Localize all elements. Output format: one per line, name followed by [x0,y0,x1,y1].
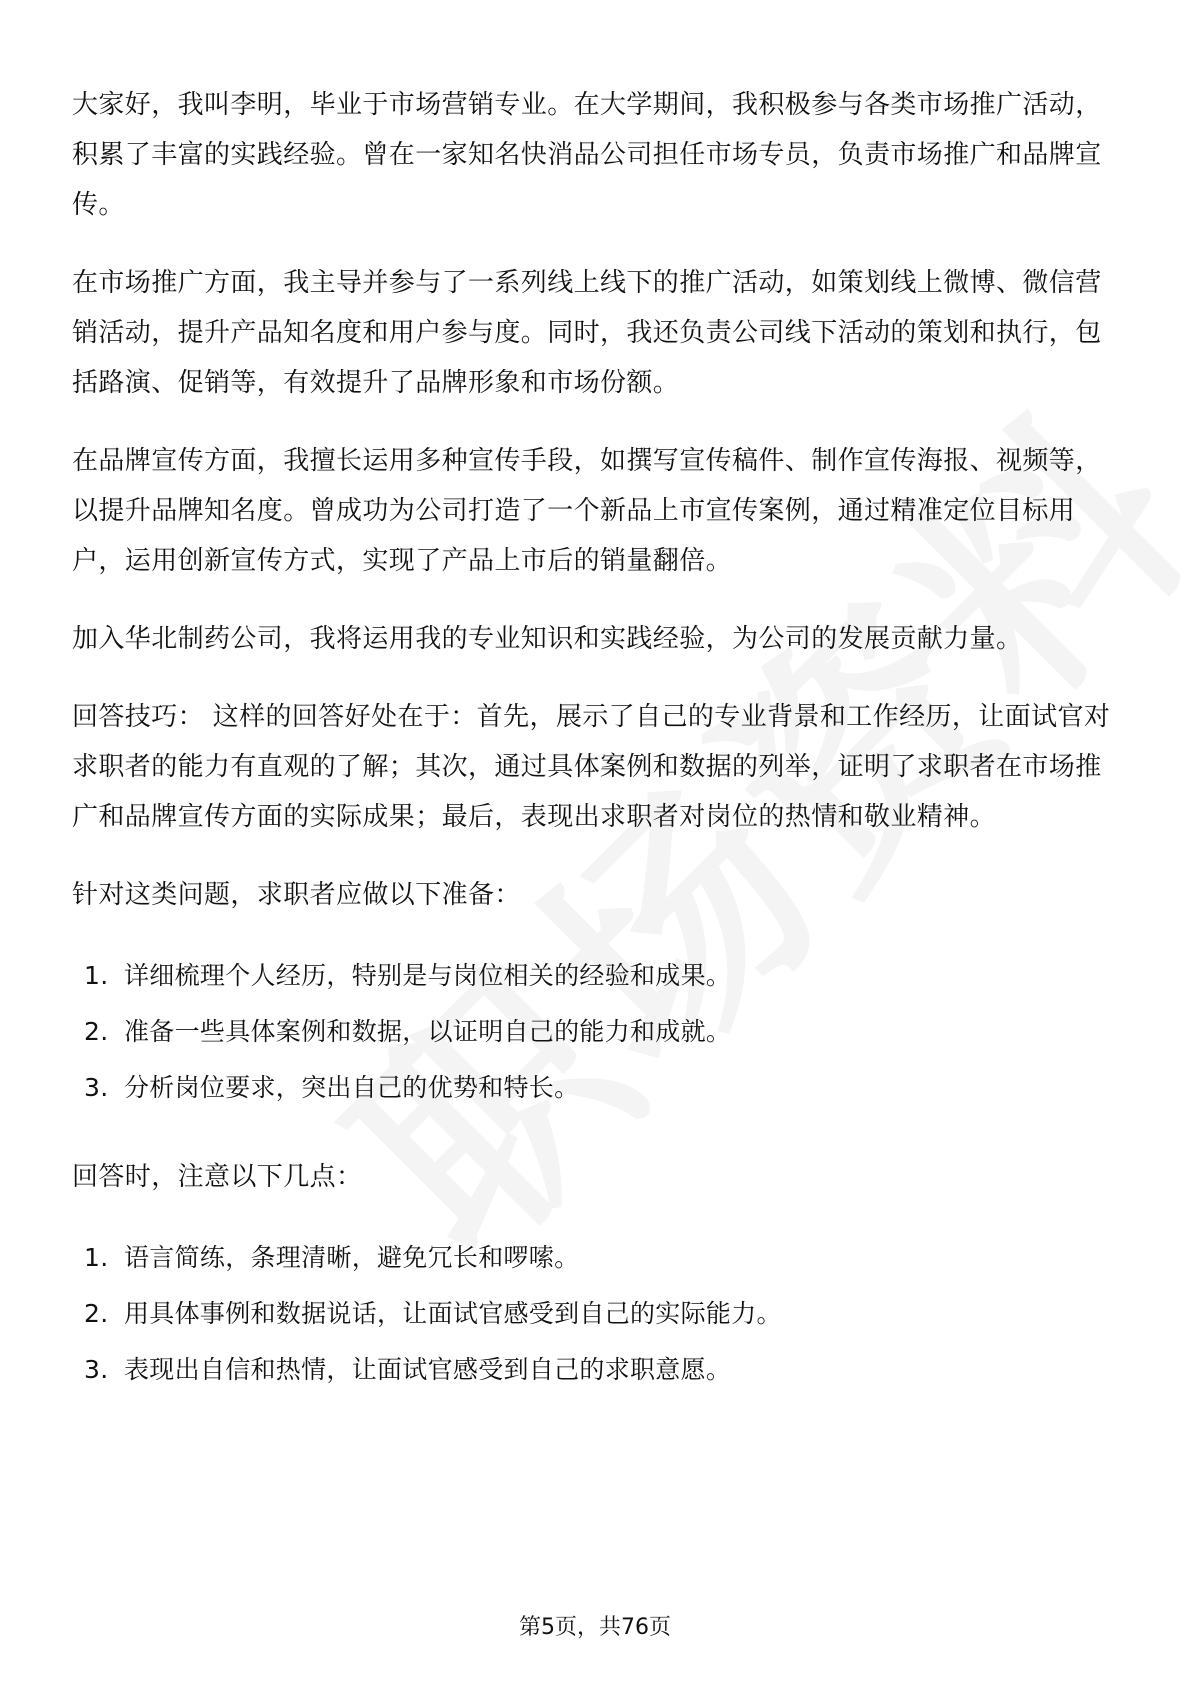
list-item [72,1060,1122,1116]
marketing-paragraph: 在市场推广方面，我主导并参与了一系列线上线下的推广活动，如策划线上微博、微信营销活动，提升产品知名度和用户参与度。同时，我还负责公司线下活动的策划和执行，包括路演、促销等，有效提升了品牌形象和市场份额。 [72,268,1102,398]
list-number: 2. [84,1017,109,1046]
list-item [72,1342,1122,1398]
tips-paragraph: 回答技巧： 这样的回答好处在于：首先，展示了自己的专业背景和工作经历，让面试官对求职者的能力有直观的了解；其次，通过具体案例和数据的列举，证明了求职者在市场推广和品牌宣传方面的实际成果；最后，表现出求职者对岗位的热情和敬业精神。 [72,702,1111,832]
intro-paragraph: 大家好，我叫李明，毕业于市场营销专业。在大学期间，我积极参与各类市场推广活动，积累了丰富的实践经验。曾在一家知名快消品公司担任市场专员，负责市场推广和品牌宣传。 [72,90,1102,220]
branding-paragraph: 在品牌宣传方面，我擅长运用多种宣传手段，如撰写宣传稿件、制作宣传海报、视频等，以提升品牌知名度。曾成功为公司打造了一个新品上市宣传案例，通过精准定位目标用户，运用创新宣传方式，实现了产品上市后的销量翻倍。 [72,446,1102,576]
list-text: 语言简练，条理清晰，避免冗长和啰嗦。 [124,1243,580,1272]
page-number-footer: 第5页，共76页 [519,1615,671,1640]
list-text: 准备一些具体案例和数据，以证明自己的能力和成就。 [124,1017,732,1046]
list-number: 2. [84,1299,109,1328]
notes-heading: 回答时，注意以下几点： [72,1162,363,1192]
list-text: 用具体事例和数据说话，让面试官感受到自己的实际能力。 [124,1299,782,1328]
list-item [72,948,1122,1004]
list-item [72,1286,1122,1342]
list-number: 3. [84,1073,109,1102]
page-content [72,80,1122,1434]
list-text: 表现出自信和热情，让面试官感受到自己的求职意愿。 [124,1355,732,1384]
list-number: 1. [84,1243,109,1272]
prep-heading: 针对这类问题，求职者应做以下准备： [72,880,521,910]
closing-paragraph: 加入华北制药公司，我将运用我的专业知识和实践经验，为公司的发展贡献力量。 [72,624,1023,654]
list-number: 3. [84,1355,109,1384]
list-number: 1. [84,961,109,990]
list-item [72,1230,1122,1286]
list-text: 分析岗位要求，突出自己的优势和特长。 [124,1073,580,1102]
notes-list [72,1230,1122,1398]
list-item [72,1004,1122,1060]
list-text: 详细梳理个人经历，特别是与岗位相关的经验和成果。 [124,961,732,990]
prep-list [72,948,1122,1116]
